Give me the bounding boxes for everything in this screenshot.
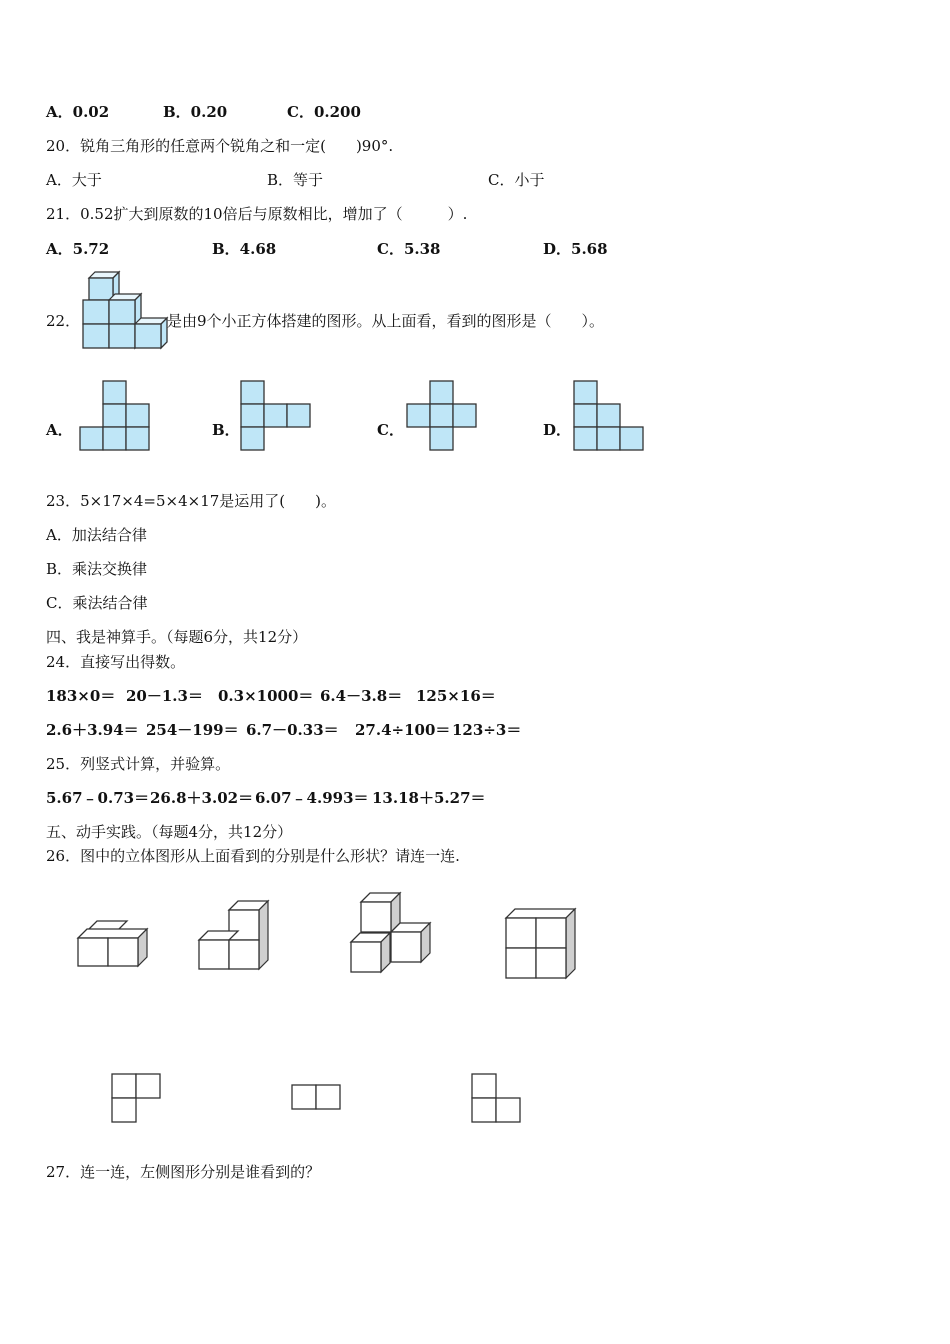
q26-top-view-shape-1[interactable] — [110, 1072, 164, 1126]
q22-option-a[interactable]: A． — [46, 421, 73, 439]
q24-item: 125×16＝ — [416, 687, 496, 705]
q26-solid-figure-3[interactable] — [348, 890, 438, 976]
q22-cube-stack-figure — [80, 270, 170, 352]
q20-option-c[interactable]: C．小于 — [488, 171, 545, 189]
q22-number: 22． — [46, 312, 81, 330]
q25-item: 26.8＋3.02＝ — [150, 789, 254, 807]
q23-option-c[interactable]: C．乘法结合律 — [46, 594, 148, 612]
q24-item: 2.6＋3.94＝ — [46, 721, 139, 739]
q22-option-b[interactable]: B． — [212, 421, 240, 439]
q21-option-a[interactable]: A．5.72 — [46, 240, 110, 258]
q24-item: 254－199＝ — [146, 721, 239, 739]
q20-option-a[interactable]: A．大于 — [46, 171, 102, 189]
section-5-heading: 五、动手实践。（每题4分，共12分） — [46, 823, 293, 841]
q26-top-view-shape-2[interactable] — [290, 1083, 344, 1113]
q21-option-d[interactable]: D．5.68 — [543, 240, 608, 258]
q26-solid-figure-4[interactable] — [502, 904, 582, 982]
q24-item: 123÷3＝ — [452, 721, 522, 739]
q25-stem: 25．列竖式计算，并验算。 — [46, 755, 231, 773]
q25-item: 6.07﹣4.993＝ — [255, 789, 369, 807]
q24-stem: 24．直接写出得数。 — [46, 653, 186, 671]
q25-item: 13.18＋5.27＝ — [372, 789, 486, 807]
q24-item: 183×0＝ — [46, 687, 116, 705]
q24-item: 20－1.3＝ — [126, 687, 203, 705]
q23-option-a[interactable]: A．加法结合律 — [46, 526, 147, 544]
q26-solid-figure-2[interactable] — [196, 896, 276, 976]
q26-stem: 26．图中的立体图形从上面看到的分别是什么形状？请连一连. — [46, 847, 460, 865]
q22-stem: 是由9个小正方体搭建的图形。从上面看，看到的图形是（ ）。 — [167, 312, 605, 330]
section-4-heading: 四、我是神算手。（每题6分，共12分） — [46, 628, 308, 646]
q19-option-b[interactable]: B．0.20 — [163, 103, 228, 121]
q22-option-d-figure[interactable] — [573, 380, 645, 452]
q22-option-b-figure[interactable] — [240, 380, 312, 452]
q22-option-c-figure[interactable] — [406, 380, 478, 452]
q20-option-b[interactable]: B．等于 — [267, 171, 324, 189]
q24-item: 6.7－0.33＝ — [246, 721, 339, 739]
q26-solid-figure-1[interactable] — [74, 912, 154, 974]
q19-option-c[interactable]: C．0.200 — [287, 103, 361, 121]
q22-option-c[interactable]: C． — [377, 421, 404, 439]
q22-option-a-figure[interactable] — [79, 380, 151, 452]
q21-stem: 21．0.52扩大到原数的10倍后与原数相比，增加了（ ）. — [46, 205, 468, 223]
q23-option-b[interactable]: B．乘法交换律 — [46, 560, 148, 578]
q21-option-b[interactable]: B．4.68 — [212, 240, 277, 258]
q25-item: 5.67﹣0.73＝ — [46, 789, 150, 807]
q20-stem: 20．锐角三角形的任意两个锐角之和一定( )90°. — [46, 137, 394, 155]
q26-top-view-shape-3[interactable] — [470, 1072, 524, 1126]
q22-option-d[interactable]: D． — [543, 421, 572, 439]
q24-item: 6.4－3.8＝ — [320, 687, 403, 705]
q24-item: 0.3×1000＝ — [218, 687, 314, 705]
q27-stem: 27．连一连，左侧图形分别是谁看到的？ — [46, 1163, 321, 1181]
q23-stem: 23．5×17×4=5×4×17是运用了( )。 — [46, 492, 336, 510]
q24-item: 27.4÷100＝ — [355, 721, 451, 739]
q19-option-a[interactable]: A．0.02 — [46, 103, 110, 121]
q21-option-c[interactable]: C．5.38 — [377, 240, 441, 258]
